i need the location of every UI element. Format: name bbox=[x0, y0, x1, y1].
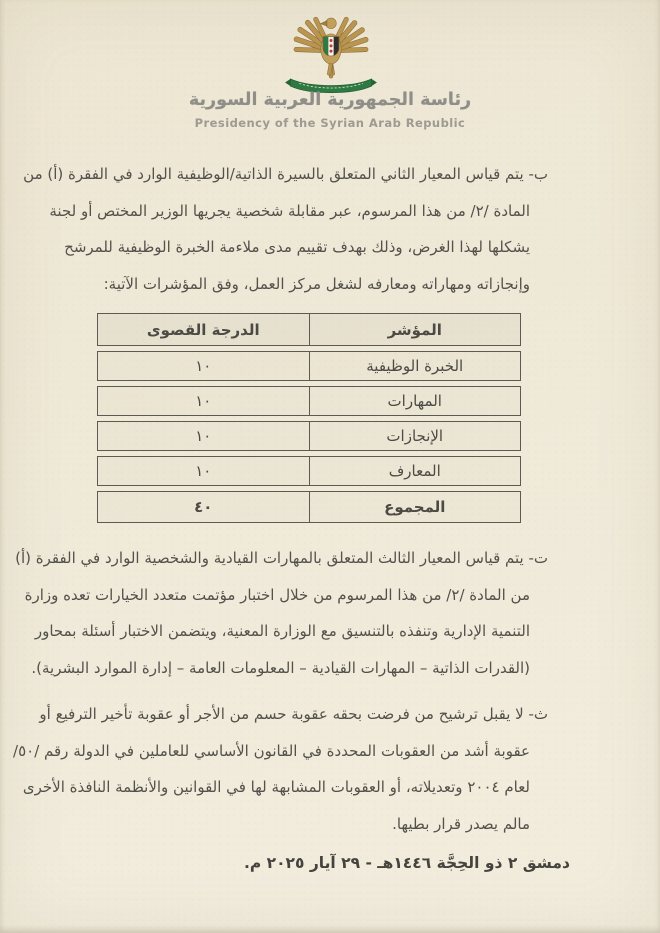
column-header-max-score: الدرجة القصوى bbox=[146, 320, 260, 339]
total-label-cell: المجموع bbox=[309, 492, 521, 522]
paragraph-line: ت- يتم قياس المعيار الثالث المتعلق بالمهارات القيادية والشخصية الوارد في الفقرة (أ) bbox=[15, 549, 548, 567]
paragraph-line: ب- يتم قياس المعيار الثاني المتعلق بالسيرة الذاتية/الوظيفية الوارد في الفقرة (أ) من bbox=[23, 165, 548, 183]
table-total-row bbox=[97, 491, 521, 523]
indicator-cell: الخبرة الوظيفية bbox=[309, 352, 521, 380]
paragraph-line: يشكلها لهذا الغرض، وذلك بهدف تقييم مدى ملاءمة الخبرة الوظيفية للمرشح bbox=[64, 238, 530, 256]
table-row bbox=[97, 351, 521, 381]
paragraph-line: وإنجازاته ومهاراته ومعارفه لشغل مركز العمل، وفق المؤشرات الآتية: bbox=[103, 274, 530, 293]
table-header-row bbox=[97, 313, 521, 346]
score-cell: ١٠ bbox=[195, 392, 212, 410]
criteria-indicators-table bbox=[97, 313, 521, 528]
indicator-cell: المعارف bbox=[309, 457, 521, 485]
paragraph-b-cv-criterion bbox=[23, 156, 548, 302]
paragraph-line: المادة /٢/ من هذا المرسوم، عبر مقابلة شخصية يجريها الوزير المختص أو لجنة bbox=[49, 201, 530, 220]
issuance-date-line: دمشق ٢ ذو الحِجَّة ١٤٤٦هـ - ٢٩ آيار ٢٠٢٥ م. bbox=[243, 854, 570, 872]
paragraph-th-penalties-clause bbox=[13, 696, 548, 842]
paragraph-line: عقوبة أشد من العقوبات المحددة في القانون الأساسي للعاملين في الدولة رقم /٥٠/ bbox=[13, 741, 530, 760]
presidency-title-arabic: رئاسة الجمهورية العربية السورية bbox=[188, 90, 472, 110]
total-score-cell: ٤٠ bbox=[194, 498, 213, 516]
indicator-cell: المهارات bbox=[309, 387, 521, 415]
table-row bbox=[97, 386, 521, 416]
score-cell: ١٠ bbox=[195, 427, 212, 445]
paragraph-line: (القدرات الذاتية – المهارات القيادية – المعلومات العامة – إدارة الموارد البشرية). bbox=[31, 658, 530, 677]
indicator-cell: الإنجازات bbox=[309, 422, 521, 450]
score-cell: ١٠ bbox=[195, 462, 212, 480]
paragraph-line: مالم يصدر قرار بطيها. bbox=[392, 814, 530, 833]
coat-of-arms-eagle-icon bbox=[278, 10, 384, 102]
column-header-indicator: المؤشر bbox=[309, 314, 521, 345]
paragraph-line: لعام ٢٠٠٤ وتعديلاته، أو العقوبات المشابهة لها في القوانين والأنظمة النافذة الأخرى bbox=[22, 778, 530, 796]
presidency-title-english: Presidency of the Syrian Arab Republic bbox=[194, 116, 466, 130]
paragraph-line: من المادة /٢/ من هذا المرسوم من خلال اختبار مؤتمت متعدد الخيارات تعده وزارة bbox=[24, 585, 530, 604]
paragraph-t-leadership-criterion bbox=[15, 540, 548, 686]
score-cell: ١٠ bbox=[195, 357, 212, 375]
table-row bbox=[97, 421, 521, 451]
paragraph-line: التنمية الإدارية وتنفذه بالتنسيق مع الوزارة المعنية، ويتضمن الاختبار أسئلة بمحاور bbox=[34, 622, 530, 640]
table-row bbox=[97, 456, 521, 486]
paragraph-line: ث- لا يقبل ترشيح من فرضت بحقه عقوبة حسم من الأجر أو عقوبة تأخير الترفيع أو bbox=[39, 705, 548, 723]
